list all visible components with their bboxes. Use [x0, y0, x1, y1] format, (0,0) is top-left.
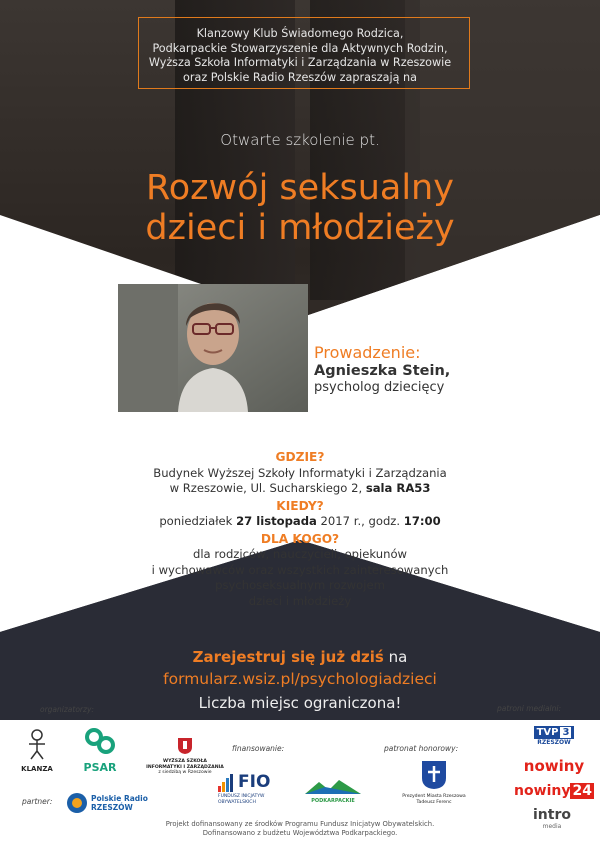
klanza-logo [18, 727, 56, 773]
podkarpackie-logo [302, 778, 364, 804]
president-logo [398, 760, 470, 805]
wsiz-line: INFORMATYKI I ZARZĄDZANIA [146, 764, 224, 770]
fio-sub-line: OBYWATELSKICH [218, 799, 256, 805]
media-label: patroni medialni: [497, 704, 561, 713]
wsiz-line: z siedzibą w Rzeszowie [158, 770, 212, 776]
register-highlight: Zarejestruj się już dziś [192, 648, 384, 666]
psar-swirl-icon [82, 727, 118, 757]
where-address: w Rzeszowie, Ul. Sucharskiego 2, [169, 481, 363, 495]
when-date: 27 listopada [236, 514, 317, 528]
radio-text [91, 794, 148, 812]
register-after: na [388, 648, 408, 666]
tvp3-logo [528, 720, 580, 746]
intro-text: intro [533, 807, 571, 823]
president-line: Tadeusz Ferenc [416, 799, 452, 805]
who-line: dla rodziców, nauczycieli, opiekunów [192, 547, 408, 561]
radio-line: Polskie Radio [91, 794, 148, 803]
intro-sub: media [542, 823, 562, 830]
patronage-label: patronat honorowy: [384, 744, 459, 753]
who-line: psychoseksualnym rozwojem [215, 578, 385, 592]
intro-line: oraz Polskie Radio Rzeszów zapraszają na [183, 70, 417, 84]
when-heading: KIEDY? [276, 498, 324, 513]
city-crest-icon [421, 760, 447, 790]
wsiz-line: WYŻSZA SZKOŁA [163, 759, 207, 764]
title-line-1: Rozwój seksualny [146, 168, 454, 208]
who-line: i wychowawców oraz wszystkich zainteresowanych [151, 562, 449, 577]
register-url[interactable]: formularz.wsiz.pl/psychologiadzieci [163, 670, 437, 688]
funding-note [150, 820, 450, 837]
financing-label: finansowanie: [232, 744, 285, 753]
mountains-icon [305, 778, 361, 794]
speaker-photo [118, 284, 308, 412]
fio-sub-line: FUNDUSZ INICJATYW [218, 794, 265, 799]
when-day: poniedziałek [159, 514, 233, 528]
nowiny24-number: 24 [572, 783, 592, 799]
tvp-box [534, 726, 575, 739]
intro-line: Klanzowy Klub Świadomego Rodzica, [196, 27, 404, 40]
event-title [0, 168, 600, 248]
intro-line: Podkarpackie Stowarzyszenie dla Aktywnych Rodzin, [152, 41, 448, 55]
lead-role: psycholog dziecięcy [314, 380, 445, 395]
podkarpackie-text: PODKARPACKIE [311, 798, 355, 804]
fio-sub [218, 794, 264, 805]
radio-dot-icon [66, 792, 88, 814]
register-line [0, 648, 600, 666]
lead-block [314, 343, 574, 395]
subtitle: Otwarte szkolenie pt. [220, 131, 380, 149]
when-line [0, 514, 600, 530]
where-line-1: Budynek Wyższej Szkoły Informatyki i Zarządzania [153, 465, 447, 480]
where-room: sala RA53 [365, 481, 431, 495]
when-time: 17:00 [403, 514, 441, 528]
who-line: dzieci i młodzieży [248, 593, 352, 608]
intro-media-logo [528, 808, 576, 830]
radio-line: RZESZÓW [91, 803, 133, 812]
info-block [0, 450, 600, 609]
title-line-2: dzieci i młodzieży [145, 208, 455, 248]
partner-label: partner: [22, 797, 53, 806]
who-heading: DLA KOGO? [260, 531, 340, 546]
note-line: Projekt dofinansowany ze środków Programu Fundusz Inicjatyw Obywatelskich. [165, 820, 435, 828]
when-year: 2017 r., godz. [320, 514, 401, 528]
psar-logo [76, 727, 124, 774]
tvp-sub: RZESZÓW [537, 739, 571, 746]
tvp-number: 3 [562, 727, 570, 738]
president-text [398, 794, 470, 805]
wsiz-crest-icon [177, 737, 193, 755]
lead-label: Prowadzenie: [314, 343, 421, 362]
wsiz-text [140, 759, 230, 776]
register-limit: Liczba miejsc ograniczona! [198, 694, 402, 712]
lead-name: Agnieszka Stein, [314, 363, 451, 379]
nowiny24-logo [514, 783, 594, 799]
organizers-label: organizatorzy: [40, 705, 94, 714]
klanza-figure-icon [20, 727, 54, 761]
fio-bars-icon [218, 772, 234, 792]
nowiny24-text: nowiny [514, 783, 571, 799]
note-line: Dofinansowano z budżetu Województwa Podkarpackiego. [202, 828, 398, 837]
tvp-text: TVP [536, 727, 559, 738]
klanza-text: KLANZA [21, 765, 53, 773]
wsiz-logo [140, 737, 230, 776]
where-line-2 [0, 481, 600, 497]
intro-text [0, 27, 600, 85]
intro-line: Wyższa Szkoła Informatyki i Zarządzania w Rzeszowie [148, 56, 452, 69]
president-line: Prezydent Miasta Rzeszowa [402, 794, 466, 799]
psar-text: PSAR [83, 761, 117, 774]
where-heading: GDZIE? [275, 450, 325, 464]
fio-text: FIO [238, 772, 271, 792]
nowiny-logo: nowiny [523, 757, 585, 775]
